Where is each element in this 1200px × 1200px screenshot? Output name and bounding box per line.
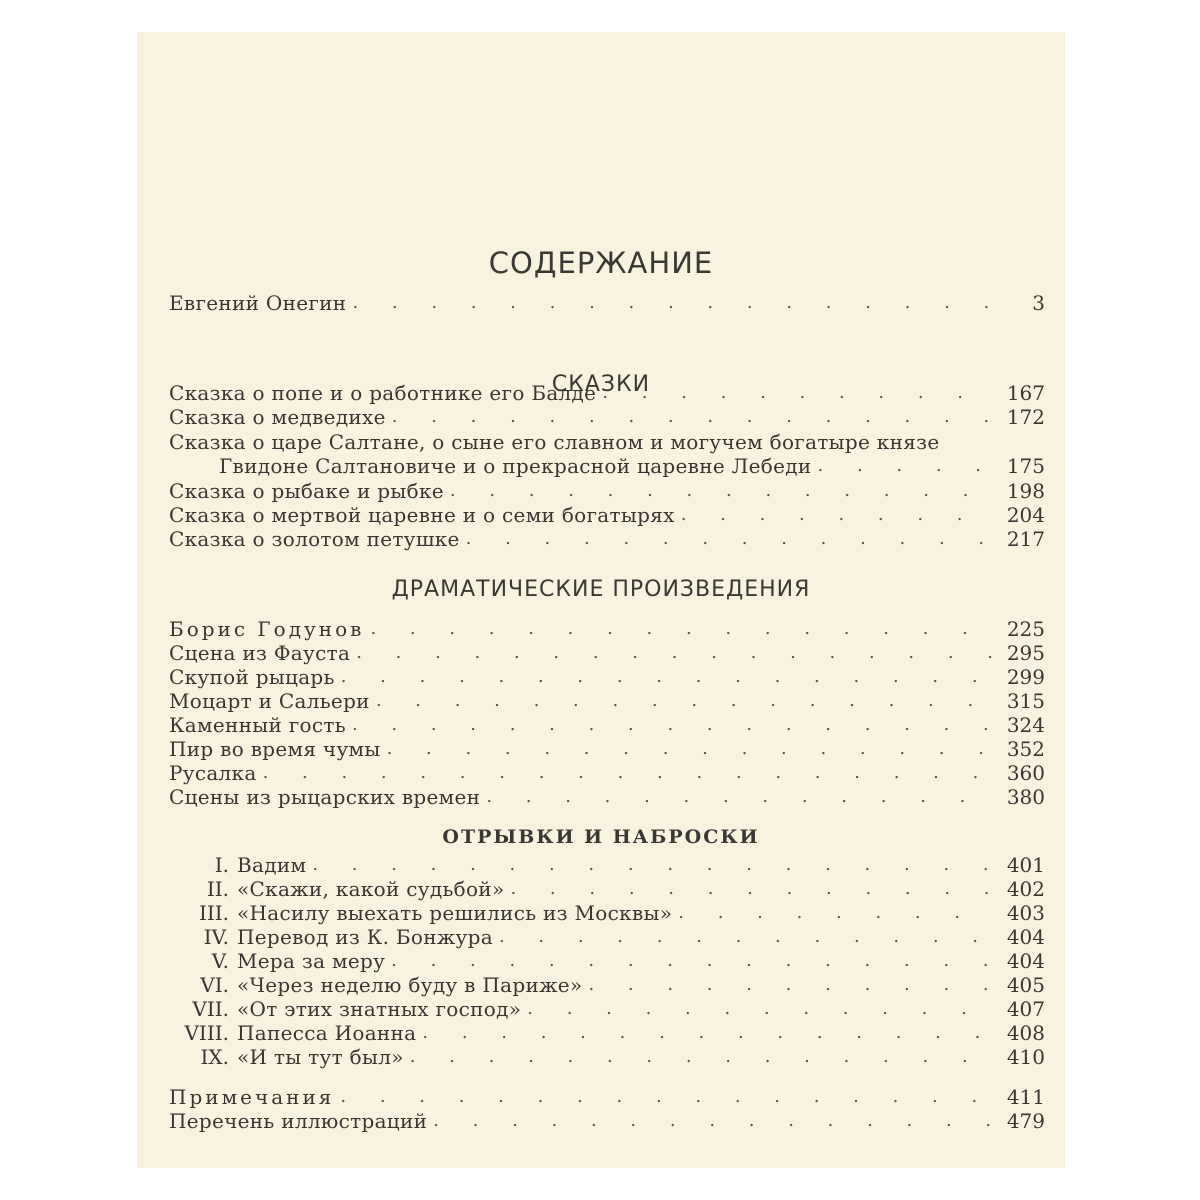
toc-entry-page: 404 (1006, 949, 1045, 973)
leader-dots (510, 876, 995, 902)
toc-entry-label: «Через неделю буду в Париже» (237, 973, 583, 997)
toc-entry-page: 295 (1006, 641, 1045, 665)
toc-entry[interactable] (169, 948, 1045, 974)
toc-entry-label: Сказка о золотом петушке (169, 527, 460, 551)
toc-entry-number: IX. (200, 1045, 229, 1069)
leader-dots (387, 736, 995, 762)
toc-entry-page: 411 (1006, 1085, 1045, 1109)
toc-entry-page: 404 (1006, 925, 1045, 949)
leader-dots (376, 688, 995, 714)
toc-entry-page: 479 (1006, 1109, 1045, 1133)
leader-dots (678, 900, 995, 926)
leader-dots (499, 924, 995, 950)
toc-entry[interactable] (169, 478, 1045, 504)
toc-entry[interactable] (169, 876, 1045, 902)
toc-entry[interactable] (169, 852, 1045, 878)
toc-entry-number: VII. (192, 997, 229, 1021)
toc-entry-page: 380 (1006, 785, 1045, 809)
toc-entry-label: Сцены из рыцарских времен (169, 785, 481, 809)
toc-entry-page: 407 (1006, 997, 1045, 1021)
toc-entry-page: 401 (1006, 853, 1045, 877)
toc-entry-number: V. (211, 949, 229, 973)
toc-entry-page: 408 (1006, 1021, 1045, 1045)
leader-dots (422, 1020, 995, 1046)
toc-entry[interactable] (169, 664, 1045, 690)
toc-entry-page: 225 (1006, 617, 1045, 641)
toc-entry-label: Русалка (169, 761, 257, 785)
leader-dots (340, 1084, 995, 1110)
leader-dots (341, 664, 995, 690)
book-page (137, 32, 1065, 1168)
leader-dots (391, 948, 995, 974)
toc-entry-label: Сказка о попе и о работнике его Балде (169, 381, 597, 405)
toc-entry-label: Пир во время чумы (169, 737, 381, 761)
toc-entry-number: IV. (203, 925, 229, 949)
section-title-drama: ДРАМАТИЧЕСКИЕ ПРОИЗВЕДЕНИЯ (391, 577, 811, 602)
leader-dots (450, 478, 995, 504)
toc-entry[interactable] (169, 1020, 1045, 1046)
toc-entry-label: Сказка о мертвой царевне и о семи богатырях (169, 503, 675, 527)
toc-entry-page: 324 (1006, 713, 1045, 737)
toc-entry[interactable] (169, 429, 1045, 455)
page-title: СОДЕРЖАНИЕ (488, 246, 714, 280)
toc-entry-number: VI. (200, 973, 229, 997)
toc-entry-number: VIII. (184, 1021, 229, 1045)
section-title-fragments: ОТРЫВКИ И НАБРОСКИ (442, 826, 760, 848)
toc-entry-page: 198 (1006, 479, 1045, 503)
toc-entry[interactable] (169, 972, 1045, 998)
leader-dots (588, 972, 995, 998)
toc-entry[interactable] (169, 760, 1045, 786)
leader-dots (370, 616, 995, 642)
toc-entry[interactable] (169, 526, 1045, 552)
toc-entry-label: Гвидоне Салтановиче и о прекрасной царевне Лебеди (219, 454, 812, 478)
toc-entry-label: Моцарт и Сальери (169, 689, 370, 713)
toc-entry-label: Перевод из К. Бонжура (237, 925, 493, 949)
toc-entry-label: Перечень иллюстраций (169, 1109, 428, 1133)
toc-entry-label: Евгений Онегин (169, 291, 347, 315)
section-title-tales: СКАЗКИ (551, 372, 651, 397)
toc-entry-page: 167 (1006, 381, 1045, 405)
leader-dots (433, 1108, 995, 1134)
toc-entry-label: «И ты тут был» (237, 1045, 404, 1069)
leader-dots (466, 526, 995, 552)
leader-dots (392, 404, 995, 430)
toc-entry-page: 352 (1006, 737, 1045, 761)
leader-dots (352, 290, 995, 316)
leader-dots (527, 996, 995, 1022)
toc-entry-number: III. (198, 901, 229, 925)
toc-entry[interactable] (169, 1044, 1045, 1070)
toc-entry-page: 315 (1006, 689, 1045, 713)
toc-entry-page: 204 (1006, 503, 1045, 527)
toc-entry-page: 360 (1006, 761, 1045, 785)
toc-entry[interactable] (169, 380, 1045, 406)
leader-dots (312, 852, 995, 878)
toc-entry-label: Сцена из Фауста (169, 641, 351, 665)
toc-entry[interactable] (169, 736, 1045, 762)
toc-entry[interactable] (169, 784, 1045, 810)
toc-entry-label: Борис Годунов (169, 617, 365, 641)
toc-entry-page: 405 (1006, 973, 1045, 997)
toc-entry[interactable] (169, 996, 1045, 1022)
toc-entry-label: Сказка о царе Салтане, о сыне его славном и могучем богатыре князе (169, 430, 940, 454)
toc-entry-page: 172 (1006, 405, 1045, 429)
toc-entry[interactable] (169, 712, 1045, 738)
toc-entry[interactable] (219, 453, 1045, 479)
toc-entry-label: «Скажи, какой судьбой» (237, 877, 505, 901)
toc-entry-label: Папесса Иоанна (237, 1021, 417, 1045)
toc-entry-notes[interactable] (169, 1084, 1045, 1110)
toc-entry-label: Сказка о медведихе (169, 405, 386, 429)
toc-entry[interactable] (169, 688, 1045, 714)
toc-entry-page: 410 (1006, 1045, 1045, 1069)
toc-entry-label: Вадим (237, 853, 307, 877)
toc-entry-page: 3 (1032, 291, 1045, 315)
toc-entry[interactable] (169, 404, 1045, 430)
toc-entry-number: I. (214, 853, 229, 877)
toc-entry-page: 175 (1006, 454, 1045, 478)
toc-entry-illustrations[interactable] (169, 1108, 1045, 1134)
toc-entry-label: Скупой рыцарь (169, 665, 335, 689)
toc-entry-label: Сказка о рыбаке и рыбке (169, 479, 444, 503)
leader-dots (356, 640, 995, 666)
toc-entry[interactable] (169, 924, 1045, 950)
toc-entry-label: Каменный гость (169, 713, 346, 737)
toc-entry-number: II. (206, 877, 229, 901)
toc-entry-page: 217 (1006, 527, 1045, 551)
leader-dots (486, 784, 995, 810)
leader-dots (681, 502, 995, 528)
toc-entry-label: «От этих знатных господ» (237, 997, 522, 1021)
leader-dots (263, 760, 995, 786)
toc-entry-page: 299 (1006, 665, 1045, 689)
toc-entry[interactable] (169, 616, 1045, 642)
table-of-contents (137, 32, 1065, 1168)
toc-entry-page: 402 (1006, 877, 1045, 901)
toc-entry[interactable] (169, 900, 1045, 926)
leader-dots (410, 1044, 995, 1070)
toc-entry-label: Примечания (169, 1085, 335, 1109)
toc-entry-label: Мера за меру (237, 949, 386, 973)
toc-entry-label: «Насилу выехать решились из Москвы» (237, 901, 673, 925)
leader-dots (602, 380, 995, 406)
toc-entry-page: 403 (1006, 901, 1045, 925)
leader-dots (352, 712, 995, 738)
toc-entry[interactable] (169, 502, 1045, 528)
leader-dots (818, 453, 995, 479)
toc-entry-onegin[interactable] (169, 290, 1045, 316)
toc-entry[interactable] (169, 640, 1045, 666)
